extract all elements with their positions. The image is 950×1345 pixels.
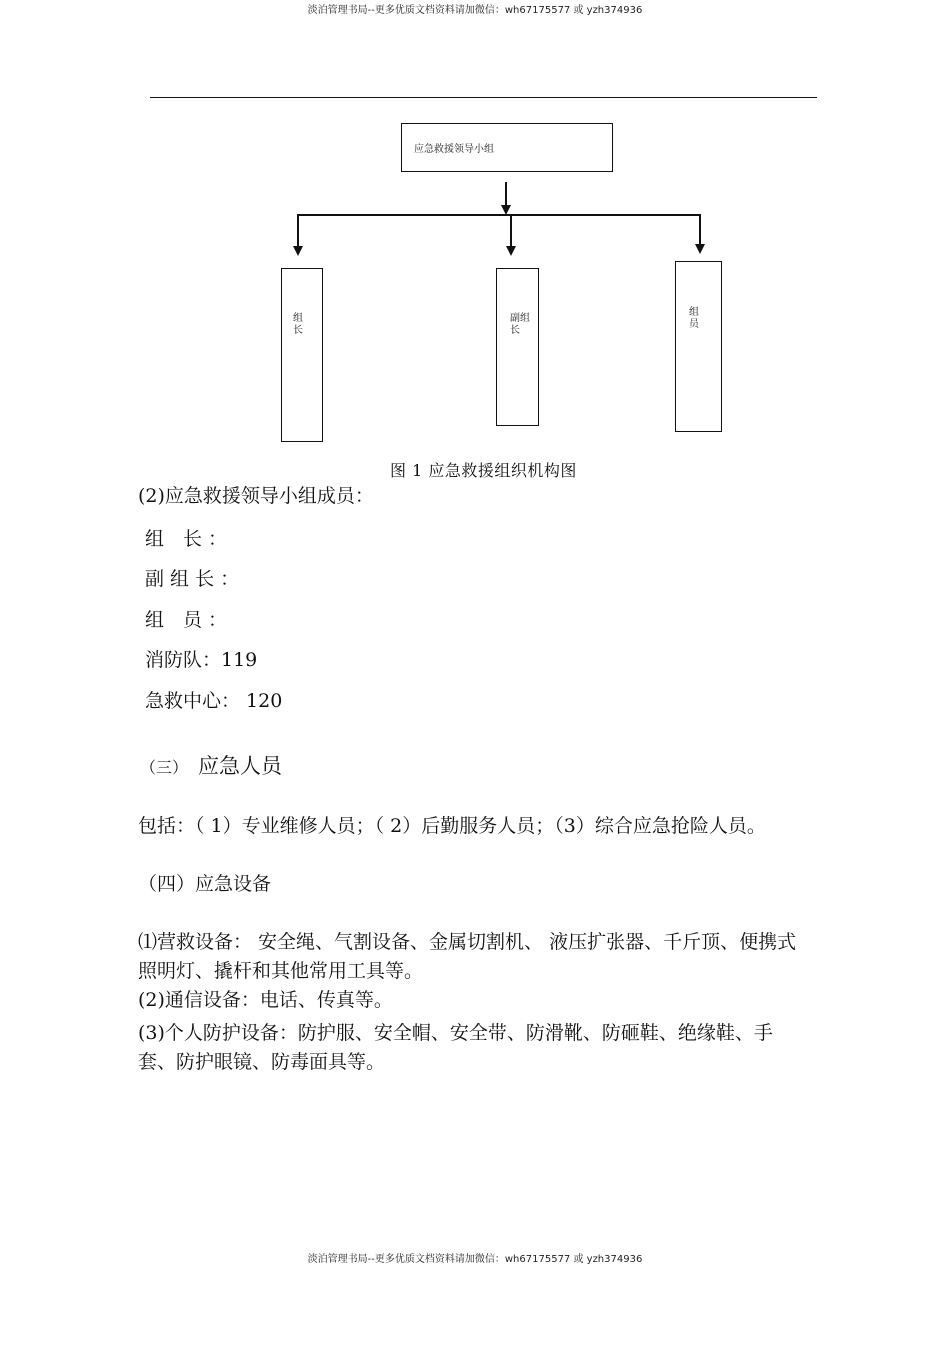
member-line-leader: 组 长 ： <box>145 528 228 550</box>
node-leader-group-label: 应急救援领导小组 <box>414 144 494 155</box>
node-leader-group <box>401 123 613 172</box>
figure-caption: 图 1 应急救援组织机构图 <box>390 461 577 480</box>
section2-heading: (2)应急救援领导小组成员： <box>138 485 374 507</box>
node-leader <box>281 268 323 442</box>
section3-body: 包括：（ 1）专业维修人员；（ 2）后勤服务人员；（3）综合应急抢险人员。 <box>138 815 766 837</box>
section3-heading <box>140 752 282 782</box>
connector-horizontal <box>297 214 701 216</box>
node-deputy-leader-label: 副组长 <box>510 313 530 336</box>
arrow-left <box>293 246 303 256</box>
node-member <box>675 261 722 432</box>
arrow-middle <box>506 246 516 256</box>
equipment-rescue: ⑴营救设备： 安全绳、气割设备、金属切割机、 液压扩张器、千斤顶、便携式照明灯、撬杆和其他常用工具等。 <box>138 931 797 982</box>
section3-title: 应急人员 <box>198 754 283 778</box>
connector-trunk <box>505 182 507 207</box>
member-line-deputy: 副 组 长 ： <box>145 568 240 590</box>
node-deputy-leader <box>496 268 539 426</box>
page-header: 淡泊管理书局--更多优质文档资料请加微信：wh67175577 或 yzh374936 <box>307 5 643 16</box>
node-member-label: 组员 <box>689 307 699 330</box>
member-line-member: 组 员 ： <box>145 609 228 631</box>
node-leader-label: 组长 <box>293 313 303 336</box>
member-line-emergency: 急救中心： 120 <box>145 690 283 712</box>
connector-right <box>699 214 701 244</box>
section4-heading: （四）应急设备 <box>138 873 272 895</box>
section3-number: （三） <box>140 758 189 777</box>
connector-middle <box>510 214 512 247</box>
arrow-right <box>695 244 705 254</box>
equipment-protective: (3)个人防护设备：防护服、安全帽、安全带、防滑靴、防砸鞋、绝缘鞋、手套、防护眼镜、防毒面具等。 <box>138 1022 773 1073</box>
connector-left <box>297 214 299 247</box>
equipment-communication: (2)通信设备：电话、传真等。 <box>138 989 393 1011</box>
member-line-fire: 消防队：119 <box>145 649 258 671</box>
header-rule <box>150 97 817 98</box>
page-footer: 淡泊管理书局--更多优质文档资料请加微信：wh67175577 或 yzh374936 <box>307 1254 643 1265</box>
